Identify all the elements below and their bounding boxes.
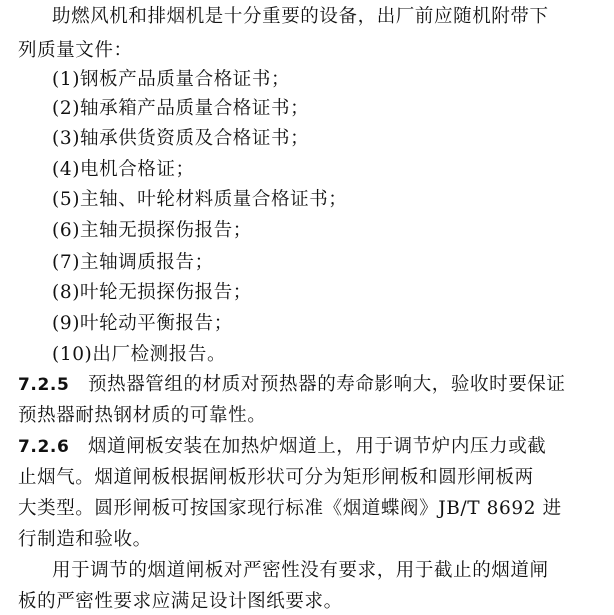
document-item-5: (5)主轴、叶轮材料质量合格证书； xyxy=(52,189,348,210)
document-item-6: (6)主轴无损探伤报告； xyxy=(52,220,252,241)
document-item-3: (3)轴承供货资质及合格证书； xyxy=(52,128,310,149)
closing-line-1: 用于调节的烟道闸板对严密性没有要求，用于截止的烟道闸 xyxy=(52,560,549,581)
section-7-2-5-number: 7.2.5 xyxy=(18,375,70,395)
section-7-2-6-line-3: 大类型。圆形闸板可按国家现行标准《烟道蝶阀》JB/T 8692 进 xyxy=(18,498,562,519)
document-item-7: (7)主轴调质报告； xyxy=(52,252,214,273)
intro-line-2: 列质量文件： xyxy=(18,40,133,61)
section-7-2-5-text-1: 预热器管组的材质对预热器的寿命影响大，验收时要保证 xyxy=(88,374,566,395)
section-7-2-6-line-4: 行制造和验收。 xyxy=(18,529,152,550)
section-7-2-6-number: 7.2.6 xyxy=(18,437,70,457)
section-7-2-5-line-1 xyxy=(18,374,566,396)
section-7-2-5-line-2: 预热器耐热钢材质的可靠性。 xyxy=(18,405,267,426)
intro-line-1: 助燃风机和排烟机是十分重要的设备，出厂前应随机附带下 xyxy=(52,6,549,27)
closing-line-2: 板的严密性要求应满足设计图纸要求。 xyxy=(18,591,343,612)
section-7-2-6-text-1: 烟道闸板安装在加热炉烟道上，用于调节炉内压力或截 xyxy=(88,436,547,457)
section-7-2-6-line-2: 止烟气。烟道闸板根据闸板形状可分为矩形闸板和圆形闸板两 xyxy=(18,467,534,488)
document-item-8: (8)叶轮无损探伤报告； xyxy=(52,282,252,303)
document-item-4: (4)电机合格证； xyxy=(52,159,195,180)
document-item-9: (9)叶轮动平衡报告； xyxy=(52,313,233,334)
document-item-2: (2)轴承箱产品质量合格证书； xyxy=(52,98,310,119)
document-item-1: (1)钢板产品质量合格证书； xyxy=(52,69,291,90)
section-7-2-6-line-1 xyxy=(18,436,546,458)
document-item-10: (10)出厂检测报告。 xyxy=(52,344,227,365)
